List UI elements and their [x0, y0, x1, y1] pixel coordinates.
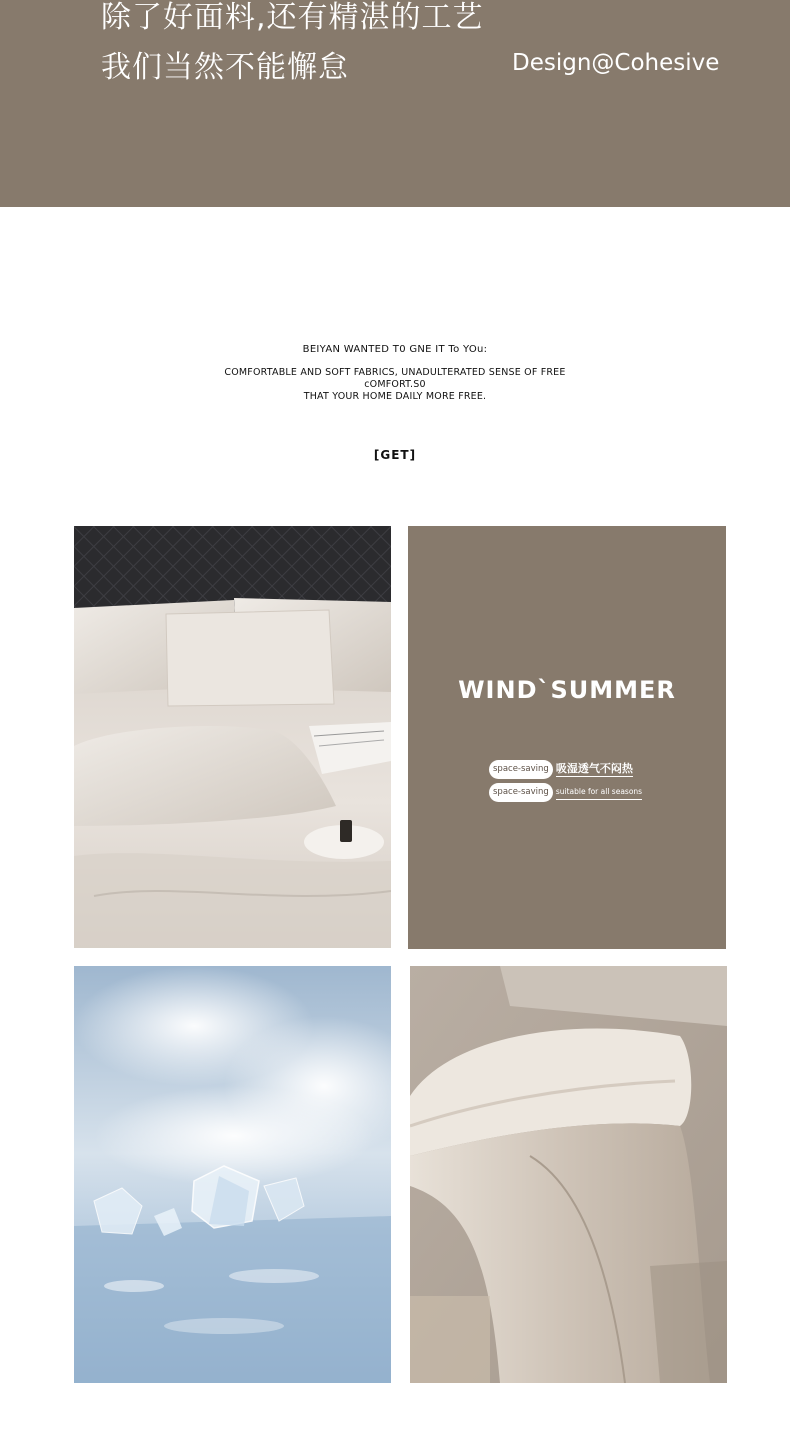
brand-title: WIND`SUMMER: [458, 676, 676, 704]
get-link[interactable]: [GET]: [373, 448, 417, 462]
intro-body-line: THAT YOUR HOME DAILY MORE FREE.: [303, 391, 487, 402]
intro-body-line: COMFORTABLE AND SOFT FABRICS, UNADULTERATED SENSE OF FREE: [224, 367, 566, 378]
banner-headline-line1: 除了好面料,还有精湛的工艺: [101, 0, 484, 35]
feature-tag: space-saving: [489, 760, 553, 779]
intro-body-line: cOMFORT.S0: [364, 379, 426, 390]
top-banner: [0, 0, 790, 207]
design-credit: Design@Cohesive: [512, 50, 720, 76]
brand-panel: [408, 526, 726, 949]
banner-headline-line2: 我们当然不能懈怠: [101, 50, 349, 85]
ice-cubes-photo: [74, 966, 391, 1383]
feature-tag: space-saving: [489, 783, 553, 802]
intro-block: [0, 343, 790, 462]
folded-quilt-photo: [410, 966, 727, 1383]
feature-row: [489, 759, 633, 779]
feature-text: suitable for all seasons: [556, 785, 642, 800]
silk-bedding-photo: [74, 526, 391, 948]
intro-body: [0, 367, 790, 403]
feature-text: 吸湿透气不闷热: [555, 761, 633, 775]
feature-row: [489, 782, 642, 802]
intro-kicker: BEIYAN WANTED T0 GNE IT To YOu:: [302, 344, 488, 355]
